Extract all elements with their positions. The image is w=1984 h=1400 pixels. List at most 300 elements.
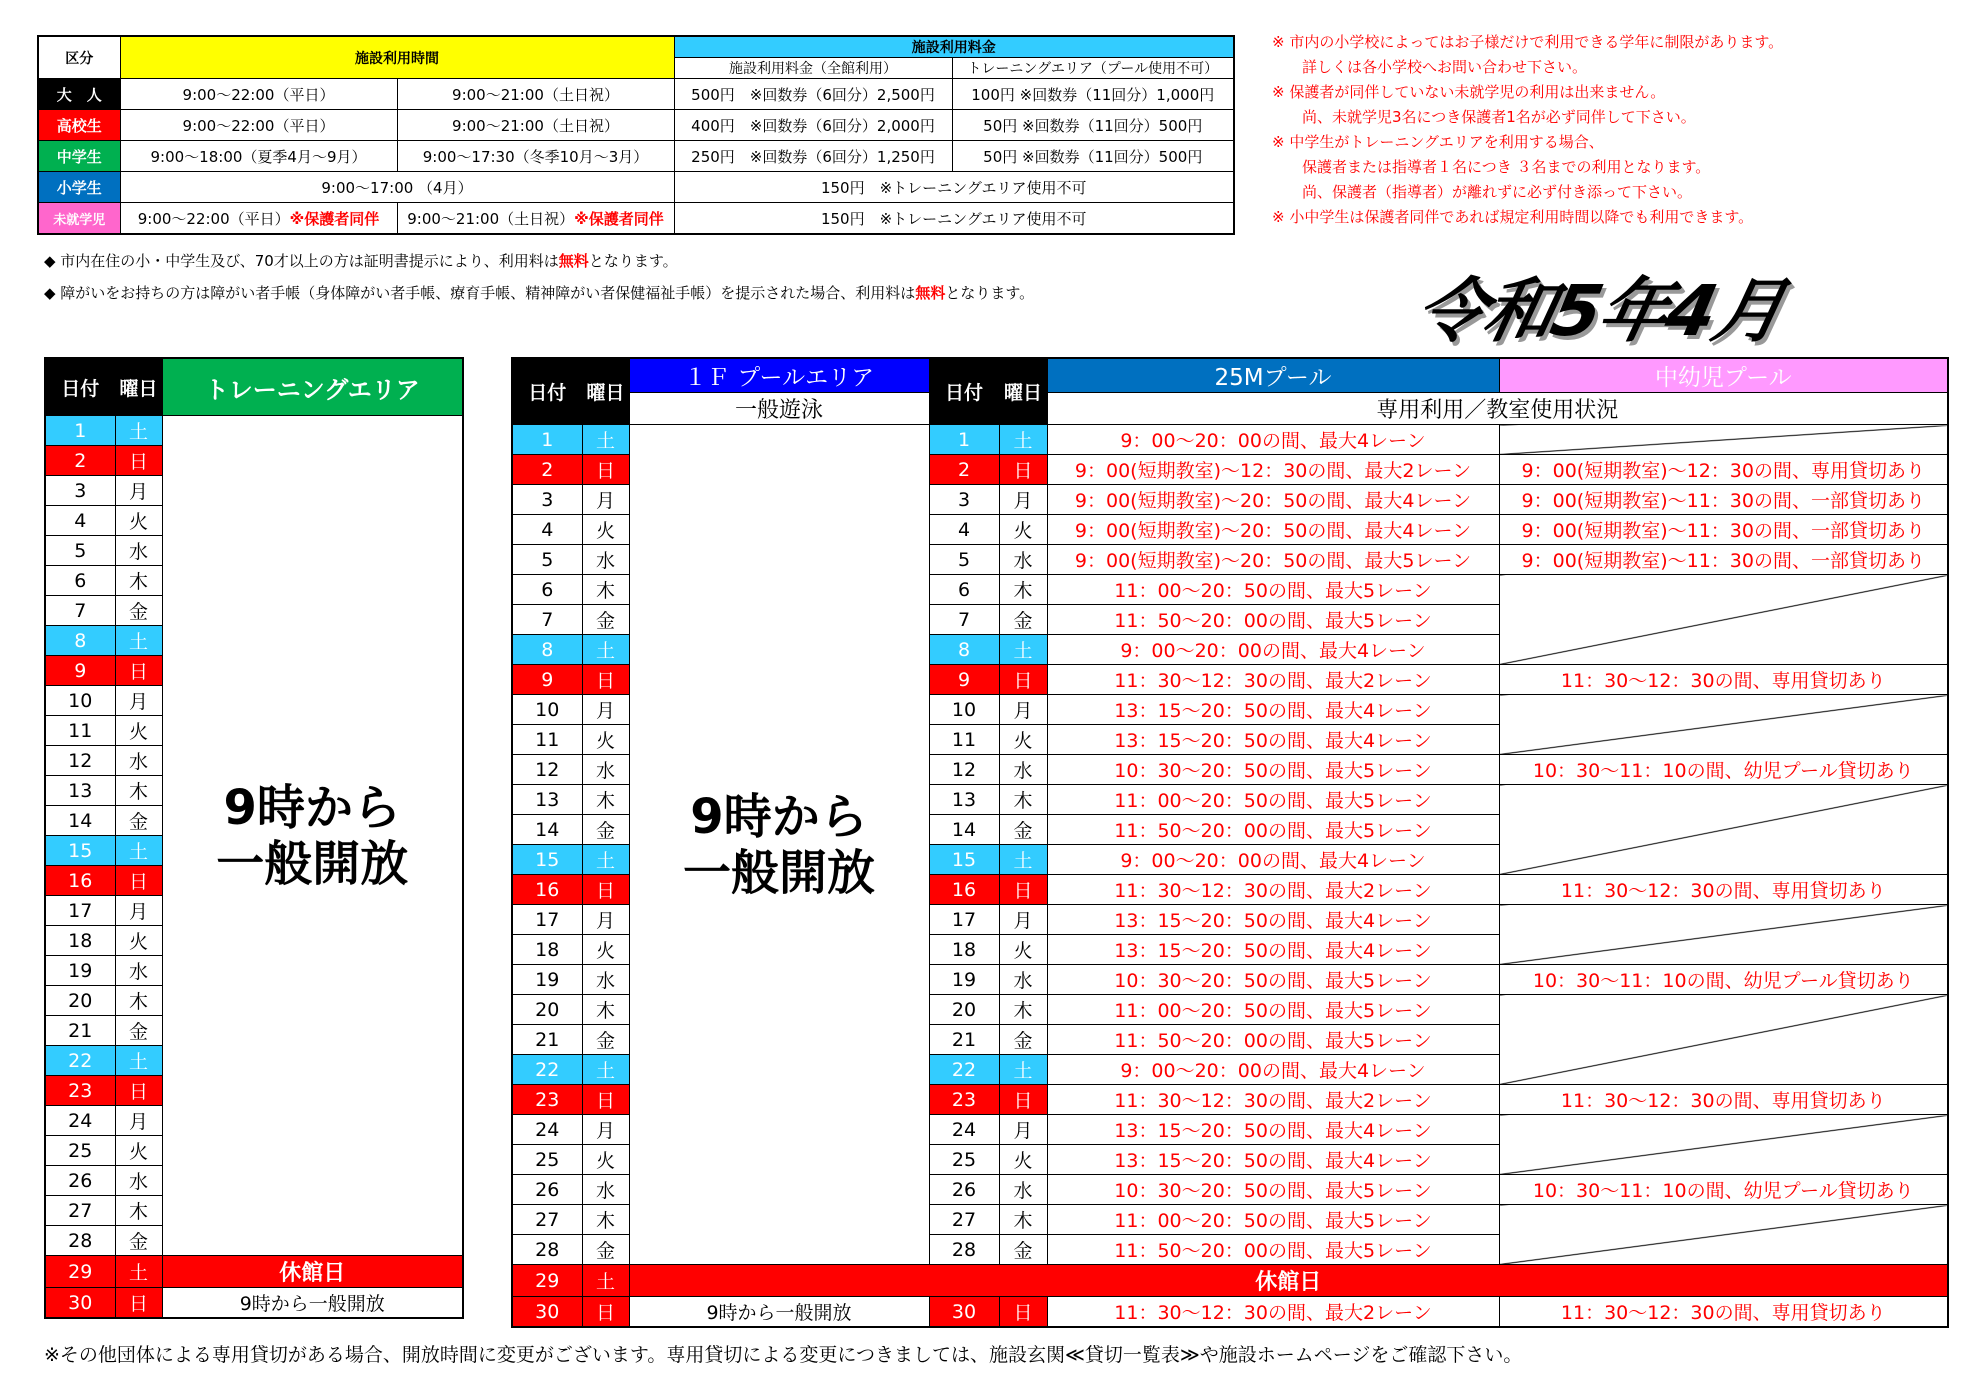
day-date: 9 [929, 665, 999, 695]
day-date: 13 [512, 785, 582, 815]
fee-row-highschool [38, 110, 1234, 141]
day-weekday: 土 [999, 1055, 1047, 1085]
day-weekday: 水 [115, 536, 162, 566]
day-weekday: 日 [115, 1076, 162, 1106]
day-weekday: 日 [115, 1288, 162, 1319]
day-weekday: 月 [115, 686, 162, 716]
fee-all: 150円 ※トレーニングエリア使用不可 [674, 172, 1234, 203]
fee-hours-weekend: 9:00～21:00（土日祝） [397, 110, 674, 141]
day-date: 5 [512, 545, 582, 575]
day-date: 15 [929, 845, 999, 875]
fee-hours-weekday [120, 203, 397, 235]
day-weekday: 水 [999, 965, 1047, 995]
day-date: 28 [45, 1226, 115, 1256]
pool25-schedule: 10：30～20：50の間、最大5レーン [1047, 1175, 1499, 1205]
kids-pool-schedule: 10：30～11：10の間、幼児プール貸切あり [1499, 1175, 1948, 1205]
col-date: 日付 [45, 358, 115, 416]
usage-notes [1272, 30, 1783, 230]
day-weekday: 月 [582, 485, 629, 515]
day-date: 28 [512, 1235, 582, 1265]
day-date: 10 [512, 695, 582, 725]
day-date: 15 [45, 836, 115, 866]
day-weekday: 月 [582, 905, 629, 935]
day-date: 3 [929, 485, 999, 515]
big-line: 一般開放 [682, 844, 875, 901]
day-weekday: 日 [999, 455, 1047, 485]
day-date: 8 [45, 626, 115, 656]
col-date: 日付 [929, 358, 999, 425]
day-weekday: 水 [582, 755, 629, 785]
day-weekday: 木 [999, 1205, 1047, 1235]
day-date: 13 [45, 776, 115, 806]
fee-hours-winter: 9:00～17:30（冬季10月～3月） [397, 141, 674, 172]
day-weekday: 火 [115, 926, 162, 956]
fee-sub-all: 施設利用料金（全館利用） [674, 58, 952, 79]
col-dow: 曜日 [999, 358, 1047, 425]
pool-schedule-table [511, 357, 1949, 1328]
usage-note-line: 尚、未就学児3名につき保護者1名が必ず同伴して下さい。 [1272, 108, 1696, 126]
pool25-schedule: 13：15～20：50の間、最大4レーン [1047, 725, 1499, 755]
day-weekday: 月 [999, 695, 1047, 725]
big-line: 一般開放 [216, 835, 409, 892]
day-date: 25 [929, 1145, 999, 1175]
fee-all: 400円 ※回数券（6回分）2,000円 [674, 110, 952, 141]
day-date: 18 [512, 935, 582, 965]
day-weekday: 土 [115, 1046, 162, 1076]
col-date: 日付 [512, 358, 582, 425]
pool25-schedule: 13：15～20：50の間、最大4レーン [1047, 1145, 1499, 1175]
day-date: 10 [929, 695, 999, 725]
day-date: 29 [45, 1256, 115, 1288]
closed-label: 休館日 [162, 1256, 463, 1288]
note-text: となります。 [945, 284, 1035, 302]
fee-hours-weekend: 9:00～21:00（土日祝） [397, 79, 674, 110]
day-date: 17 [512, 905, 582, 935]
kids-pool-schedule: 9：00(短期教室)～11：30の間、一部貸切あり [1499, 515, 1948, 545]
fee-hours-weekday: 9:00～22:00（平日） [120, 79, 397, 110]
day-weekday: 火 [582, 515, 629, 545]
fee-training: 100円 ※回数券（11回分）1,000円 [952, 79, 1234, 110]
fee-col-hours: 施設利用時間 [120, 36, 674, 79]
day-date: 21 [929, 1025, 999, 1055]
note-text: ◆ 市内在住の小・中学生及び、70才以上の方は証明書提示により、利用料は [44, 252, 559, 270]
day-date: 22 [45, 1046, 115, 1076]
big-line: 9時から [223, 779, 401, 836]
day-weekday: 木 [582, 1205, 629, 1235]
day-weekday: 日 [999, 1297, 1047, 1328]
training-area-title: トレーニングエリア [162, 358, 463, 416]
day-weekday: 日 [582, 1297, 629, 1328]
day-weekday: 日 [115, 656, 162, 686]
fee-cat: 大 人 [38, 79, 120, 110]
day-date: 24 [45, 1106, 115, 1136]
day-date: 19 [512, 965, 582, 995]
fee-training: 50円 ※回数券（11回分）500円 [952, 141, 1234, 172]
day-weekday: 火 [115, 1136, 162, 1166]
day-date: 18 [45, 926, 115, 956]
day-date: 8 [929, 635, 999, 665]
fee-hours-summer: 9:00～18:00（夏季4月～9月） [120, 141, 397, 172]
pool25-schedule: 13：15～20：50の間、最大4レーン [1047, 905, 1499, 935]
day-date: 6 [929, 575, 999, 605]
general-swim-label: 一般遊泳 [629, 393, 929, 425]
day-date: 5 [929, 545, 999, 575]
day-weekday: 月 [999, 485, 1047, 515]
day-weekday: 土 [115, 836, 162, 866]
guardian-note: ※保護者同伴 [289, 209, 380, 228]
fee-hours: 9:00～17:00 （4月） [120, 172, 674, 203]
day-date: 30 [512, 1297, 582, 1328]
day-weekday: 月 [582, 1115, 629, 1145]
fee-note-free-residents [44, 250, 678, 271]
day-weekday: 火 [999, 725, 1047, 755]
day-date: 18 [929, 935, 999, 965]
day-weekday: 水 [115, 1166, 162, 1196]
day-weekday: 金 [115, 806, 162, 836]
day-weekday: 日 [115, 866, 162, 896]
fee-cat: 高校生 [38, 110, 120, 141]
table-row [512, 1297, 1948, 1328]
open-note: 9時から一般開放 [629, 1297, 929, 1328]
day-weekday: 金 [115, 596, 162, 626]
day-weekday: 火 [582, 725, 629, 755]
day-weekday: 金 [115, 1226, 162, 1256]
fee-row-elementary [38, 172, 1234, 203]
pool25-schedule: 11：50～20：00の間、最大5レーン [1047, 605, 1499, 635]
usage-note-line: ※ 中学生がトレーニングエリアを利用する場合、 [1272, 133, 1604, 151]
day-weekday: 木 [115, 1196, 162, 1226]
kids-pool-empty [1499, 905, 1948, 965]
day-date: 20 [45, 986, 115, 1016]
pool25-schedule: 13：15～20：50の間、最大4レーン [1047, 695, 1499, 725]
note-highlight: 無料 [915, 284, 946, 302]
day-weekday: 日 [999, 1085, 1047, 1115]
day-weekday: 土 [999, 845, 1047, 875]
day-date: 21 [512, 1025, 582, 1055]
fee-col-kubun: 区分 [38, 36, 120, 79]
day-date: 14 [512, 815, 582, 845]
day-weekday: 火 [115, 716, 162, 746]
training-schedule-table [44, 357, 464, 1319]
fee-row-middleschool [38, 141, 1234, 172]
kids-pool-empty [1499, 425, 1948, 455]
day-date: 23 [45, 1076, 115, 1106]
col-dow: 曜日 [582, 358, 629, 425]
day-weekday: 金 [999, 1025, 1047, 1055]
day-date: 29 [512, 1265, 582, 1297]
day-weekday: 水 [582, 1175, 629, 1205]
pool25-schedule: 11：00～20：50の間、最大5レーン [1047, 1205, 1499, 1235]
table-row [45, 1288, 463, 1319]
day-date: 8 [512, 635, 582, 665]
pool25-schedule: 11：30～12：30の間、最大2レーン [1047, 1085, 1499, 1115]
day-weekday: 土 [582, 635, 629, 665]
fee-all: 500円 ※回数券（6回分）2,500円 [674, 79, 952, 110]
pool25-schedule: 11：50～20：00の間、最大5レーン [1047, 815, 1499, 845]
day-date: 1 [512, 425, 582, 455]
day-weekday: 火 [999, 935, 1047, 965]
fee-sub-training: トレーニングエリア（プール使用不可） [952, 58, 1234, 79]
pool25-schedule: 11：30～12：30の間、最大2レーン [1047, 875, 1499, 905]
day-weekday: 月 [115, 1106, 162, 1136]
day-date: 11 [45, 716, 115, 746]
day-date: 26 [929, 1175, 999, 1205]
day-weekday: 土 [582, 845, 629, 875]
day-date: 30 [45, 1288, 115, 1319]
day-date: 27 [45, 1196, 115, 1226]
kids-pool-empty [1499, 695, 1948, 755]
pool25-schedule: 9：00～20：00の間、最大4レーン [1047, 425, 1499, 455]
day-date: 2 [512, 455, 582, 485]
day-weekday: 日 [999, 875, 1047, 905]
era-title: 令和5年4月 [1408, 270, 1791, 352]
day-weekday: 水 [582, 965, 629, 995]
day-date: 14 [45, 806, 115, 836]
fee-hours-text: 9:00～21:00（土日祝） [407, 209, 575, 228]
day-weekday: 火 [115, 506, 162, 536]
day-weekday: 金 [999, 815, 1047, 845]
fee-hours-weekend [397, 203, 674, 235]
day-weekday: 火 [999, 1145, 1047, 1175]
fee-hours-text: 9:00～22:00（平日） [137, 209, 290, 228]
day-weekday: 月 [115, 476, 162, 506]
day-date: 7 [512, 605, 582, 635]
day-date: 15 [512, 845, 582, 875]
kids-pool-schedule: 11：30～12：30の間、専用貸切あり [1499, 1297, 1948, 1328]
day-date: 4 [45, 506, 115, 536]
day-weekday: 木 [582, 785, 629, 815]
day-weekday: 水 [115, 956, 162, 986]
open-note: 9時から一般開放 [162, 1288, 463, 1319]
day-date: 12 [929, 755, 999, 785]
day-date: 4 [512, 515, 582, 545]
day-date: 24 [512, 1115, 582, 1145]
day-weekday: 水 [999, 1175, 1047, 1205]
day-date: 7 [45, 596, 115, 626]
day-weekday: 水 [582, 545, 629, 575]
day-date: 10 [45, 686, 115, 716]
pool25-schedule: 11：00～20：50の間、最大5レーン [1047, 785, 1499, 815]
day-weekday: 土 [582, 425, 629, 455]
day-weekday: 土 [115, 626, 162, 656]
day-weekday: 水 [115, 746, 162, 776]
day-date: 16 [45, 866, 115, 896]
fee-row-preschool [38, 203, 1234, 235]
day-weekday: 月 [999, 905, 1047, 935]
pool25-schedule: 11：00～20：50の間、最大5レーン [1047, 575, 1499, 605]
day-weekday: 火 [582, 1145, 629, 1175]
pool25-schedule: 13：15～20：50の間、最大4レーン [1047, 1115, 1499, 1145]
day-weekday: 金 [999, 1235, 1047, 1265]
day-weekday: 火 [999, 515, 1047, 545]
day-date: 1 [929, 425, 999, 455]
day-date: 4 [929, 515, 999, 545]
day-date: 22 [929, 1055, 999, 1085]
table-row [512, 425, 1948, 455]
day-weekday: 金 [115, 1016, 162, 1046]
pool25-schedule: 10：30～20：50の間、最大5レーン [1047, 755, 1499, 785]
day-date: 6 [512, 575, 582, 605]
day-weekday: 日 [582, 1085, 629, 1115]
day-weekday: 日 [582, 875, 629, 905]
fee-col-fees: 施設利用料金 [674, 36, 1234, 58]
pool25-schedule: 9：00(短期教室)～20：50の間、最大4レーン [1047, 485, 1499, 515]
kids-pool-schedule: 11：30～12：30の間、専用貸切あり [1499, 875, 1948, 905]
fee-all: 150円 ※トレーニングエリア使用不可 [674, 203, 1234, 235]
day-date: 20 [512, 995, 582, 1025]
kids-pool-schedule: 9：00(短期教室)～12：30の間、専用貸切あり [1499, 455, 1948, 485]
pool25-title: 25Mプール [1047, 358, 1499, 393]
fee-all: 250円 ※回数券（6回分）1,250円 [674, 141, 952, 172]
pool25-schedule: 9：00(短期教室)～20：50の間、最大4レーン [1047, 515, 1499, 545]
day-weekday: 日 [582, 665, 629, 695]
day-weekday: 木 [115, 776, 162, 806]
day-weekday: 木 [999, 785, 1047, 815]
day-weekday: 日 [999, 665, 1047, 695]
kids-pool-empty [1499, 575, 1948, 665]
usage-note-line: 詳しくは各小学校へお問い合わせ下さい。 [1272, 58, 1588, 76]
day-date: 2 [45, 446, 115, 476]
day-date: 7 [929, 605, 999, 635]
day-date: 20 [929, 995, 999, 1025]
usage-note-line: 保護者または指導者１名につき ３名までの利用となります。 [1272, 158, 1711, 176]
pool-area-title: １Ｆ プールエリア [629, 358, 929, 393]
pool25-schedule: 13：15～20：50の間、最大4レーン [1047, 935, 1499, 965]
kids-pool-schedule: 10：30～11：10の間、幼児プール貸切あり [1499, 965, 1948, 995]
day-date: 5 [45, 536, 115, 566]
kids-pool-schedule: 11：30～12：30の間、専用貸切あり [1499, 665, 1948, 695]
day-weekday: 金 [999, 605, 1047, 635]
day-date: 3 [45, 476, 115, 506]
pool25-schedule: 9：00～20：00の間、最大4レーン [1047, 845, 1499, 875]
day-date: 12 [512, 755, 582, 785]
day-date: 11 [512, 725, 582, 755]
pool25-schedule: 11：00～20：50の間、最大5レーン [1047, 995, 1499, 1025]
day-date: 19 [929, 965, 999, 995]
fee-note-free-disability [44, 282, 1034, 303]
big-line: 9時から [690, 788, 868, 845]
kids-pool-schedule: 9：00(短期教室)～11：30の間、一部貸切あり [1499, 545, 1948, 575]
pool25-schedule: 9：00(短期教室)～20：50の間、最大5レーン [1047, 545, 1499, 575]
day-weekday: 土 [999, 425, 1047, 455]
day-date: 2 [929, 455, 999, 485]
day-weekday: 月 [115, 896, 162, 926]
day-date: 9 [512, 665, 582, 695]
day-weekday: 金 [582, 1235, 629, 1265]
day-date: 1 [45, 416, 115, 446]
day-date: 22 [512, 1055, 582, 1085]
day-weekday: 水 [999, 755, 1047, 785]
day-weekday: 金 [582, 815, 629, 845]
kids-pool-schedule: 10：30～11：10の間、幼児プール貸切あり [1499, 755, 1948, 785]
day-weekday: 土 [115, 1256, 162, 1288]
day-weekday: 月 [582, 695, 629, 725]
note-text: ◆ 障がいをお持ちの方は障がい者手帳（身体障がい者手帳、療育手帳、精神障がい者保健福祉手帳）を提示された場合、利用料は [44, 284, 916, 302]
note-highlight: 無料 [558, 252, 589, 270]
kids-pool-empty [1499, 1205, 1948, 1265]
day-date: 13 [929, 785, 999, 815]
day-weekday: 月 [999, 1115, 1047, 1145]
day-date: 16 [929, 875, 999, 905]
day-weekday: 水 [999, 545, 1047, 575]
day-weekday: 木 [115, 986, 162, 1016]
footer-note: ※その他団体による専用貸切がある場合、開放時間に変更がございます。専用貸切による変更につきましては、施設玄関≪貸切一覧表≫や施設ホームページをご確認下さい。 [44, 1344, 1523, 1366]
pool-open-note [629, 425, 929, 1265]
day-date: 17 [929, 905, 999, 935]
kids-pool-schedule: 11：30～12：30の間、専用貸切あり [1499, 1085, 1948, 1115]
day-weekday: 木 [582, 995, 629, 1025]
closed-label: 休館日 [629, 1265, 1948, 1297]
fee-table [37, 35, 1235, 235]
day-date: 24 [929, 1115, 999, 1145]
day-weekday: 木 [582, 575, 629, 605]
table-row [45, 416, 463, 446]
day-date: 27 [512, 1205, 582, 1235]
day-date: 16 [512, 875, 582, 905]
day-weekday: 金 [582, 1025, 629, 1055]
day-weekday: 土 [115, 416, 162, 446]
day-date: 3 [512, 485, 582, 515]
pool25-schedule: 9：00～20：00の間、最大4レーン [1047, 635, 1499, 665]
pool25-schedule: 11：30～12：30の間、最大2レーン [1047, 665, 1499, 695]
day-date: 11 [929, 725, 999, 755]
note-text: となります。 [588, 252, 678, 270]
kids-pool-schedule: 9：00(短期教室)～11：30の間、一部貸切あり [1499, 485, 1948, 515]
fee-hours-weekday: 9:00～22:00（平日） [120, 110, 397, 141]
day-weekday: 木 [999, 995, 1047, 1025]
exclusive-label: 専用利用／教室使用状況 [1047, 393, 1948, 425]
day-date: 27 [929, 1205, 999, 1235]
day-weekday: 土 [999, 635, 1047, 665]
day-date: 25 [45, 1136, 115, 1166]
day-weekday: 日 [582, 455, 629, 485]
fee-row-adult [38, 79, 1234, 110]
day-date: 26 [45, 1166, 115, 1196]
day-date: 21 [45, 1016, 115, 1046]
kids-pool-empty [1499, 1115, 1948, 1175]
fee-cat: 中学生 [38, 141, 120, 172]
day-date: 25 [512, 1145, 582, 1175]
day-date: 17 [45, 896, 115, 926]
kids-pool-empty [1499, 785, 1948, 875]
col-dow: 曜日 [115, 358, 162, 416]
pool25-schedule: 9：00(短期教室)～12：30の間、最大2レーン [1047, 455, 1499, 485]
day-date: 23 [512, 1085, 582, 1115]
day-weekday: 木 [999, 575, 1047, 605]
day-weekday: 土 [582, 1055, 629, 1085]
day-date: 12 [45, 746, 115, 776]
day-weekday: 日 [115, 446, 162, 476]
pool25-schedule: 11：30～12：30の間、最大2レーン [1047, 1297, 1499, 1328]
day-date: 28 [929, 1235, 999, 1265]
training-open-note [162, 416, 463, 1256]
table-row [45, 1256, 463, 1288]
kids-pool-empty [1499, 995, 1948, 1085]
day-date: 26 [512, 1175, 582, 1205]
day-weekday: 木 [115, 566, 162, 596]
pool25-schedule: 10：30～20：50の間、最大5レーン [1047, 965, 1499, 995]
usage-note-line: ※ 保護者が同伴していない未就学児の利用は出来ません。 [1272, 83, 1666, 101]
day-date: 23 [929, 1085, 999, 1115]
usage-note-line: 尚、保護者（指導者）が離れずに必ず付き添って下さい。 [1272, 183, 1693, 201]
day-date: 14 [929, 815, 999, 845]
fee-cat: 小学生 [38, 172, 120, 203]
day-weekday: 金 [582, 605, 629, 635]
usage-note-line: ※ 小中学生は保護者同伴であれば規定利用時間以降でも利用できます。 [1272, 208, 1754, 226]
guardian-note: ※保護者同伴 [574, 209, 664, 228]
pool25-schedule: 11：50～20：00の間、最大5レーン [1047, 1235, 1499, 1265]
day-date: 19 [45, 956, 115, 986]
